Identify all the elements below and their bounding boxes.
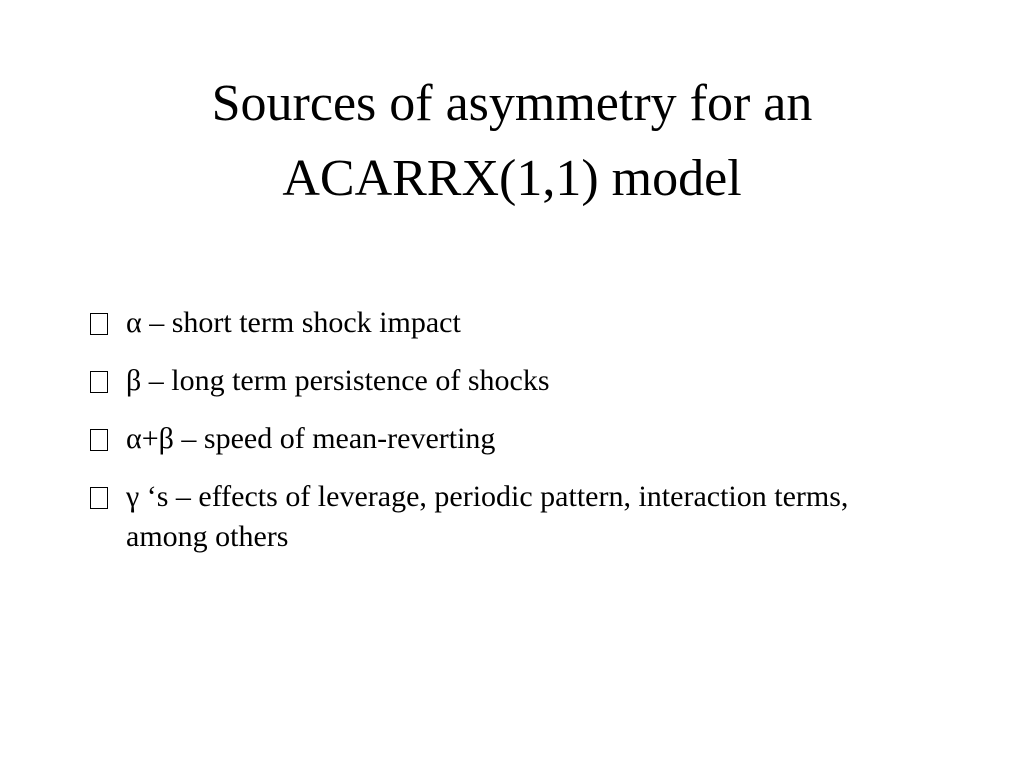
bullet-text: α – short term shock impact — [126, 306, 461, 339]
bullet-text: β – long term persistence of shocks — [126, 364, 550, 397]
bullet-text: γ ‘s – effects of leverage, periodic pattern, interaction terms, among others — [126, 480, 849, 553]
bullet-item-gamma — [88, 477, 868, 557]
title-line-1: Sources of asymmetry for an — [211, 75, 813, 132]
bullet-item-beta — [88, 361, 868, 401]
bullet-item-alpha-plus-beta — [88, 419, 868, 459]
title-line-2: ACARRX(1,1) model — [282, 150, 742, 207]
slide-title — [60, 66, 964, 216]
bullet-text: α+β – speed of mean-reverting — [126, 422, 496, 455]
bullet-item-alpha — [88, 303, 868, 343]
bullet-list — [88, 303, 868, 557]
missing-glyph-box-icon — [90, 371, 108, 393]
missing-glyph-box-icon — [90, 313, 108, 335]
missing-glyph-box-icon — [90, 487, 108, 509]
missing-glyph-box-icon — [90, 429, 108, 451]
